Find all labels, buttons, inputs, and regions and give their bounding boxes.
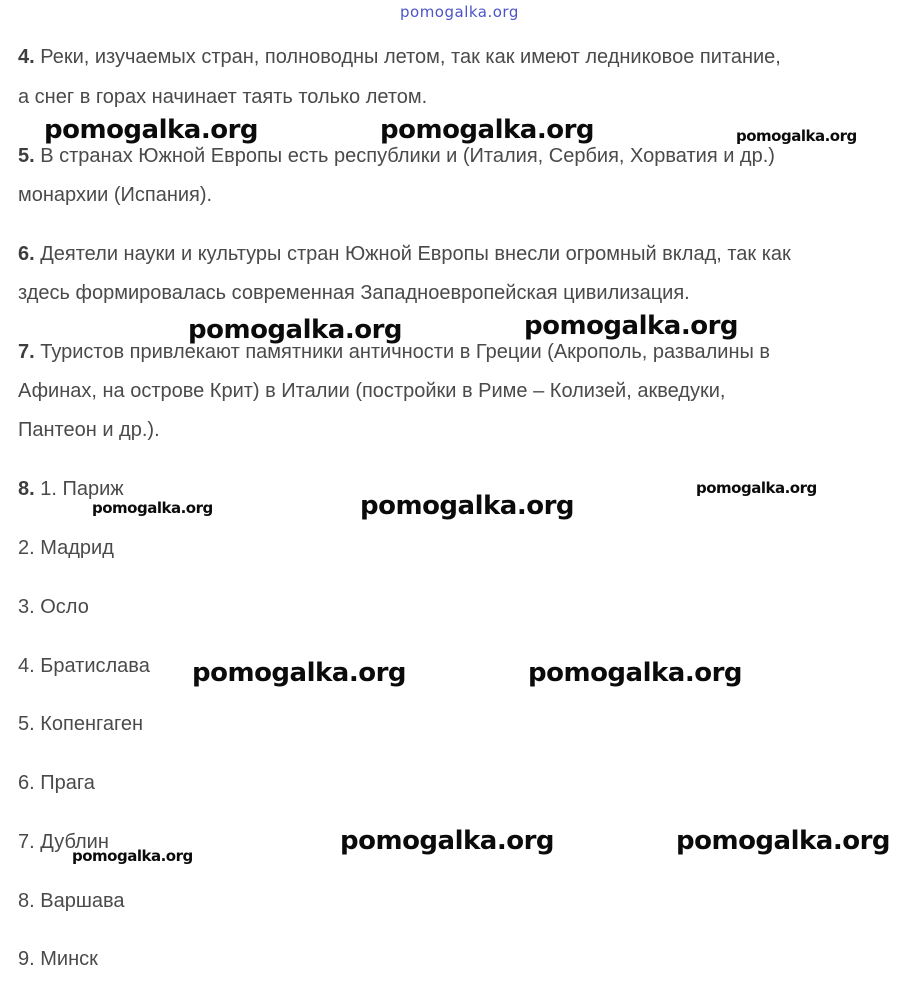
watermark: pomogalka.org	[736, 127, 857, 145]
item-5-line-1	[18, 144, 775, 168]
item-8-capital-7: 7. Дублин	[18, 831, 109, 853]
item-8-capital-5: 5. Копенгаген	[18, 713, 144, 735]
watermark: pomogalka.org	[696, 479, 817, 497]
watermark: pomogalka.org	[44, 115, 259, 145]
item-6-line-1	[18, 242, 791, 266]
item-4-line-2: а снег в горах начинает таять только летом.	[18, 86, 428, 108]
item-text: Туристов привлекают памятники античности в Греции (Акрополь, развалины в	[40, 341, 771, 363]
item-text: Реки, изучаемых стран, полноводны летом, так как имеют ледниковое питание,	[40, 46, 781, 68]
item-number: 4.	[18, 46, 35, 68]
item-text: В странах Южной Европы есть республики и (Италия, Сербия, Хорватия и др.)	[40, 145, 775, 167]
watermark: pomogalka.org	[360, 491, 575, 521]
watermark: pomogalka.org	[188, 315, 403, 345]
item-number: 6.	[18, 243, 35, 265]
watermark: pomogalka.org	[380, 115, 595, 145]
watermark: pomogalka.org	[340, 826, 555, 856]
item-number: 7.	[18, 341, 35, 363]
item-4-line-1	[18, 45, 781, 69]
item-6-line-2: здесь формировалась современная Западноевропейская цивилизация.	[18, 282, 690, 304]
site-header-watermark: pomogalka.org	[400, 3, 519, 21]
item-7-line-2: Афинах, на острове Крит) в Италии (постройки в Риме – Колизей, акведуки,	[18, 380, 726, 402]
item-7-line-3: Пантеон и др.).	[18, 419, 160, 441]
watermark: pomogalka.org	[192, 658, 407, 688]
watermark: pomogalka.org	[524, 311, 739, 341]
item-8-capital-1	[18, 477, 124, 501]
item-text: Деятели науки и культуры стран Южной Европы внесли огромный вклад, так как	[40, 243, 791, 265]
item-8-capital-3: 3. Осло	[18, 596, 89, 618]
item-8-capital-4: 4. Братислава	[18, 655, 150, 677]
capital-text: 1. Париж	[40, 478, 124, 500]
item-8-capital-9: 9. Минск	[18, 948, 98, 970]
item-8-capital-8: 8. Варшава	[18, 890, 125, 912]
item-8-capital-6: 6. Прага	[18, 772, 95, 794]
watermark: pomogalka.org	[72, 847, 193, 865]
watermark: pomogalka.org	[92, 499, 213, 517]
item-5-line-2: монархии (Испания).	[18, 184, 213, 206]
item-number: 8.	[18, 478, 35, 500]
item-8-capital-2: 2. Мадрид	[18, 537, 114, 559]
watermark: pomogalka.org	[528, 658, 743, 688]
watermark: pomogalka.org	[676, 826, 891, 856]
item-number: 5.	[18, 145, 35, 167]
